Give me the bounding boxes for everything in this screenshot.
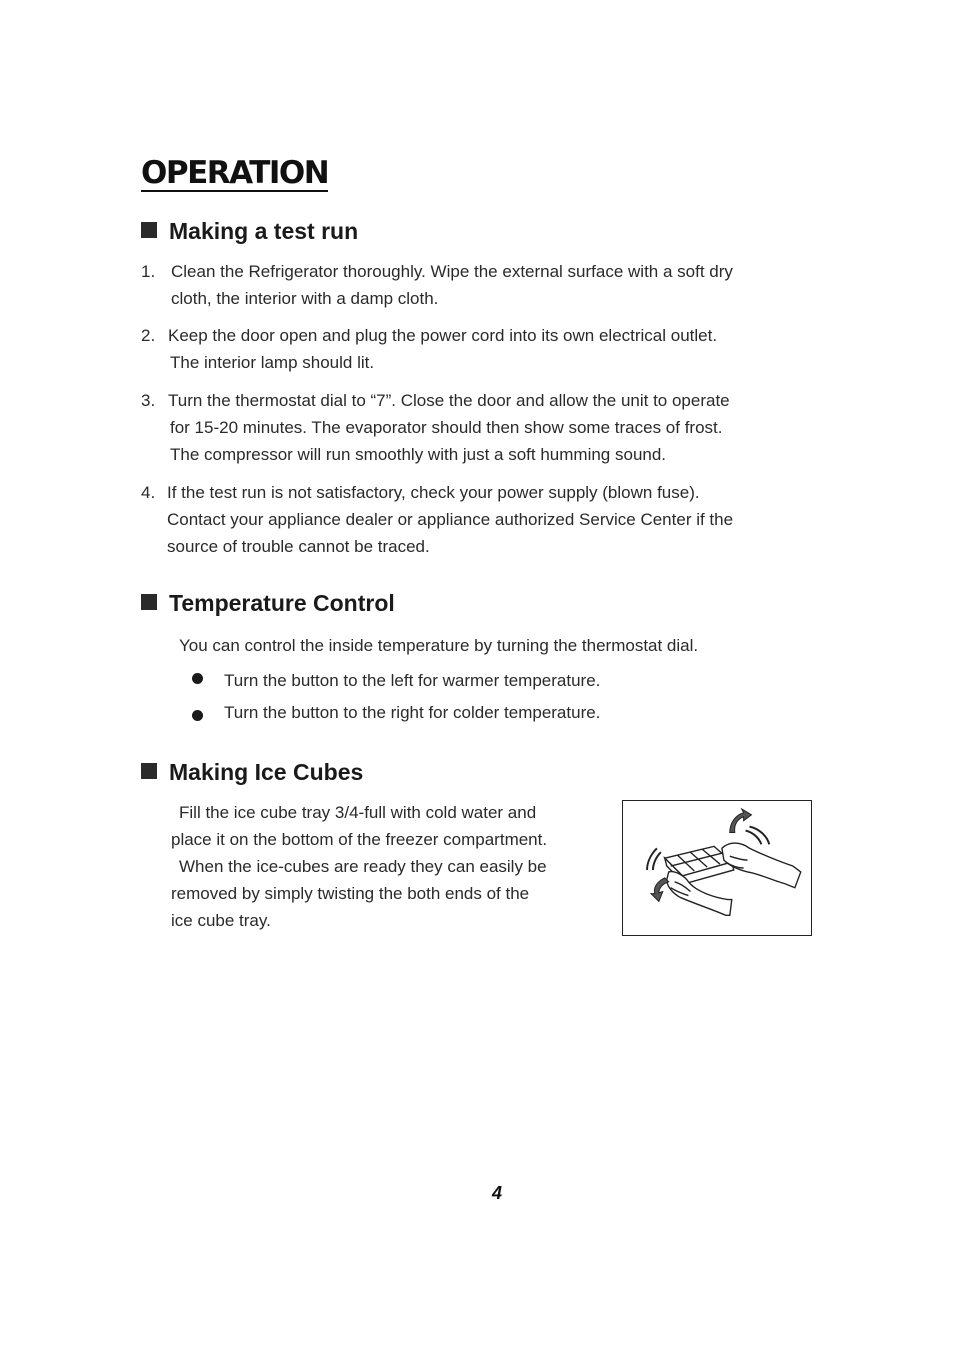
square-bullet-icon (141, 763, 157, 779)
temperature-bullet-2: Turn the button to the right for colder temperature. (224, 703, 601, 722)
section-heading-temperature (141, 592, 395, 615)
item-number: 3. (141, 391, 156, 410)
item-number: 1. (141, 262, 156, 281)
square-bullet-icon (141, 594, 157, 610)
item-line: for 15-20 minutes. The evaporator should then show some traces of frost. (170, 418, 723, 437)
item-line: Contact your appliance dealer or appliance authorized Service Center if the (167, 510, 734, 529)
item-line: The interior lamp should lit. (170, 353, 375, 372)
item-line: Turn the thermostat dial to “7”. Close the door and allow the unit to operate (168, 391, 730, 410)
item-line: cloth, the interior with a damp cloth. (171, 289, 439, 308)
ice-cubes-line: ice cube tray. (171, 911, 271, 930)
temperature-bullet-1: Turn the button to the left for warmer temperature. (224, 671, 601, 690)
item-line: If the test run is not satisfactory, check your power supply (blown fuse). (167, 483, 700, 502)
page-title: OPERATION (141, 155, 329, 191)
ice-tray-twist-icon (623, 801, 811, 935)
item-line: The compressor will run smoothly with just a soft humming sound. (170, 445, 667, 464)
item-line: Clean the Refrigerator thoroughly. Wipe the external surface with a soft dry (171, 262, 733, 281)
item-number: 4. (141, 483, 156, 502)
page-number: 4 (492, 1183, 503, 1203)
ice-cubes-line: Fill the ice cube tray 3/4-full with cold water and (179, 803, 537, 822)
ice-cubes-line: When the ice-cubes are ready they can easily be (179, 857, 547, 876)
ice-cubes-line: removed by simply twisting the both ends of the (171, 884, 530, 903)
temperature-intro: You can control the inside temperature by turning the thermostat dial. (179, 636, 699, 655)
section-heading-text: Making a test run (169, 218, 359, 244)
ice-cubes-line: place it on the bottom of the freezer compartment. (171, 830, 548, 849)
item-number: 2. (141, 326, 156, 345)
section-heading-text: Temperature Control (169, 590, 395, 616)
item-line: Keep the door open and plug the power cord into its own electrical outlet. (168, 326, 718, 345)
bullet-dot-icon (192, 710, 203, 721)
section-heading-test-run (141, 220, 358, 243)
section-heading-ice-cubes (141, 761, 363, 784)
bullet-dot-icon (192, 673, 203, 684)
square-bullet-icon (141, 222, 157, 238)
section-heading-text: Making Ice Cubes (169, 759, 364, 785)
ice-tray-twist-illustration (622, 800, 812, 936)
item-line: source of trouble cannot be traced. (167, 537, 430, 556)
